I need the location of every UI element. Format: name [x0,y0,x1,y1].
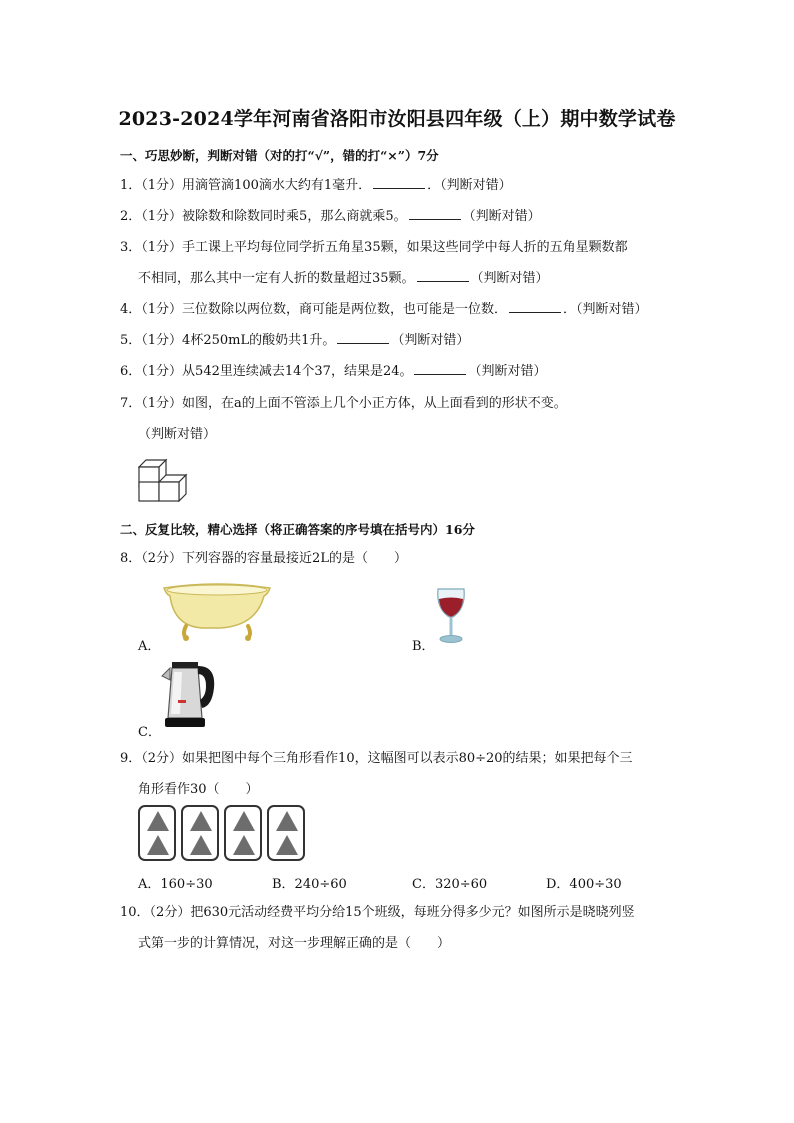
triangle-icon [147,811,169,831]
question-7-line1: 7．（1分）如图，在a的上面不管添上几个小正方体，从上面看到的形状不变。 [120,396,567,411]
question-1-text: 1．（1分）用滴管滴100滴水大约有1毫升． [120,178,372,193]
question-8: 8．（2分）下列容器的容量最接近2L的是（ ） [120,551,407,566]
question-4-tail: ．（判断对错） [563,302,648,317]
question-9-line1: 9．（2分）如果把图中每个三角形看作10，这幅图可以表示80÷20的结果；如果把每个三 [120,751,633,766]
option-9b[interactable]: B．240÷60 [272,877,347,892]
triangle-card [267,805,305,861]
triangle-card [181,805,219,861]
wine-glass-image [434,586,468,646]
question-10-line2: 式第一步的计算情况，对这一步理解正确的是（ ） [138,936,451,951]
question-6 [120,356,680,387]
question-3 [120,232,680,294]
triangle-icon [147,835,169,855]
question-2-tail: （判断对错） [462,209,541,224]
triangle-icon [276,835,298,855]
answer-blank[interactable] [509,300,561,313]
answer-blank[interactable] [417,269,469,282]
question-4 [120,294,680,325]
question-6-tail: （判断对错） [468,364,547,379]
answer-blank[interactable] [337,331,389,344]
cube-figure [138,458,188,502]
question-6-text: 6．（1分）从542里连续减去14个37，结果是24。 [120,364,413,379]
kettle-image [160,660,218,728]
answer-blank[interactable] [414,362,466,375]
option-9d[interactable]: D．400÷30 [546,877,622,892]
triangle-card [138,805,176,861]
section-1-heading: 一、巧思妙断，判断对错（对的打“√”，错的打“×”）7分 [120,148,439,163]
triangle-icon [276,811,298,831]
triangle-icon [190,811,212,831]
question-9 [120,743,680,805]
question-10-line1: 10．（2分）把630元活动经费平均分给15个班级，每班分得多少元？如图所示是晓晓列竖 [120,905,635,920]
question-9-line2: 角形看作30（ ） [138,782,259,797]
question-5-tail: （判断对错） [391,333,470,348]
question-4-text: 4．（1分）三位数除以两位数，商可能是两位数，也可能是一位数． [120,302,508,317]
question-3-tail: （判断对错） [470,271,549,286]
option-8a[interactable]: A． [138,639,161,654]
question-5 [120,325,680,356]
question-1-tail: ．（判断对错） [427,178,512,193]
answer-blank[interactable] [373,176,425,189]
triangle-cards [138,805,310,865]
exam-title: 2023-2024学年河南省洛阳市汝阳县四年级（上）期中数学试卷 [118,108,676,130]
question-2 [120,201,680,232]
option-9a[interactable]: A．160÷30 [138,877,213,892]
triangle-icon [233,835,255,855]
question-2-text: 2．（1分）被除数和除数同时乘5，那么商就乘5。 [120,209,407,224]
question-7 [120,388,680,450]
option-8c[interactable]: C． [138,725,161,740]
question-7-line2: （判断对错） [138,427,217,442]
answer-blank[interactable] [409,207,461,220]
question-3-line1: 3．（1分）手工课上平均每位同学折五角星35颗，如果这些同学中每人折的五角星颗数都 [120,240,628,255]
question-1 [120,170,680,201]
section-2-heading: 二、反复比较，精心选择（将正确答案的序号填在括号内）16分 [120,522,475,537]
question-3-line2: 不相同，那么其中一定有人折的数量超过35颗。 [138,271,415,286]
bathtub-image [160,580,274,642]
question-5-text: 5．（1分）4杯250mL的酸奶共1升。 [120,333,336,348]
question-10 [120,897,680,959]
triangle-card [224,805,262,861]
option-8b[interactable]: B． [412,639,435,654]
triangle-icon [190,835,212,855]
option-9c[interactable]: C．320÷60 [412,877,488,892]
triangle-icon [233,811,255,831]
